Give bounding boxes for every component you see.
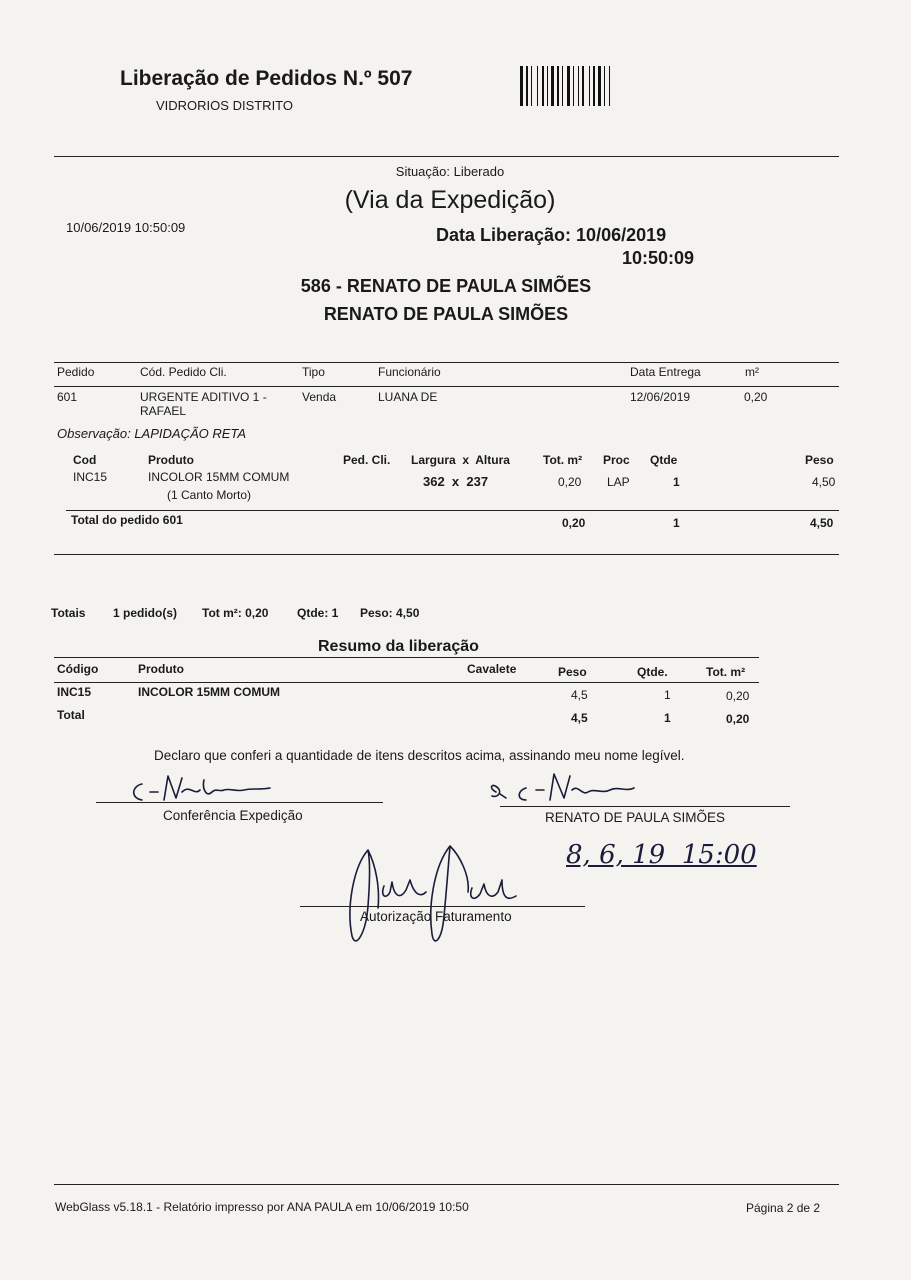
client-signature	[484, 762, 724, 806]
order-table-header-rule	[54, 386, 839, 387]
summary-title: Resumo da liberação	[318, 638, 479, 655]
item-peso: 4,50	[812, 475, 836, 489]
col-cod: Cod	[73, 453, 97, 467]
summary-col-qtde: Qtde.	[637, 665, 668, 679]
barcode	[520, 66, 642, 106]
item-cod: INC15	[73, 470, 108, 484]
totals-pedidos: 1 pedido(s)	[113, 606, 178, 620]
col-tipo: Tipo	[302, 365, 325, 379]
order-funcionario: LUANA DE	[378, 390, 438, 404]
col-data-entrega: Data Entrega	[630, 365, 701, 379]
col-tot-m2: Tot. m²	[543, 453, 583, 467]
conference-signature-line	[96, 802, 383, 803]
client-line: 586 - RENATO DE PAULA SIMÕES	[300, 276, 592, 296]
totals-label: Totais	[51, 606, 86, 620]
conference-label: Conferência Expedição	[163, 808, 303, 823]
order-data-entrega: 12/06/2019	[630, 390, 691, 404]
summary-total-qtde: 1	[664, 711, 671, 725]
status-text: Situação: Liberado	[395, 164, 505, 179]
header-divider	[54, 156, 839, 157]
order-m2: 0,20	[744, 390, 768, 404]
item-proc: LAP	[607, 475, 630, 489]
summary-top-rule	[54, 657, 759, 658]
order-observation: Observação: LAPIDAÇÃO RETA	[57, 426, 247, 441]
col-peso: Peso	[805, 453, 834, 467]
summary-total-row	[0, 708, 911, 726]
copy-type: (Via da Expedição)	[344, 186, 556, 214]
handwritten-date: 8, 6, 19 15:00	[566, 840, 757, 870]
print-datetime: 10/06/2019 10:50:09	[66, 220, 186, 235]
summary-col-cavalete: Cavalete	[467, 662, 517, 676]
items-total-m2: 0,20	[562, 516, 586, 530]
summary-qtde: 1	[664, 688, 671, 702]
release-date: Data Liberação: 10/06/2019	[436, 225, 667, 245]
item-detalhe: (1 Canto Morto)	[167, 488, 252, 502]
summary-codigo: INC15	[57, 685, 92, 699]
order-cod-cli-1: URGENTE ADITIVO 1 -	[140, 390, 267, 404]
summary-col-tot-m2: Tot. m²	[706, 665, 746, 679]
items-total-rule	[66, 510, 839, 511]
items-table-header	[0, 453, 911, 471]
footer-page: Página 2 de 2	[746, 1201, 821, 1215]
release-time: 10:50:09	[622, 248, 695, 268]
col-pedido: Pedido	[57, 365, 95, 379]
summary-total-label: Total	[57, 708, 85, 722]
declaration-text: Declaro que conferi a quantidade de itens descritos acima, assinando meu nome legível.	[154, 748, 685, 763]
summary-col-produto: Produto	[138, 662, 184, 676]
authorization-signature-line	[300, 906, 585, 907]
item-tot-m2: 0,20	[558, 475, 582, 489]
totals-peso: Peso: 4,50	[360, 606, 420, 620]
summary-total-m2: 0,20	[726, 712, 750, 726]
order-row	[0, 390, 911, 420]
items-total-qtde: 1	[673, 516, 680, 530]
col-dims: Largura x Altura	[411, 453, 510, 467]
order-tipo: Venda	[302, 390, 337, 404]
col-m2: m²	[745, 365, 759, 379]
client-signature-label: RENATO DE PAULA SIMÕES	[545, 810, 726, 825]
authorization-label: Autorização Faturamento	[360, 909, 512, 924]
order-cod-cli-2: RAFAEL	[140, 404, 187, 418]
items-total-label: Total do pedido 601	[71, 513, 183, 527]
document-title: Liberação de Pedidos N.º 507	[120, 67, 413, 90]
summary-header-rule	[54, 682, 759, 683]
client-signature-line	[500, 806, 790, 807]
items-total-peso: 4,50	[810, 516, 834, 530]
col-cod-cli: Cód. Pedido Cli.	[140, 365, 227, 379]
summary-header	[0, 662, 911, 680]
summary-tot-m2: 0,20	[726, 689, 750, 703]
authorization-signature	[330, 836, 540, 952]
order-section-bottom-rule	[54, 554, 839, 555]
summary-row	[0, 685, 911, 703]
col-ped-cli: Ped. Cli.	[343, 453, 391, 467]
items-total-row	[0, 513, 911, 531]
item-dims: 362 x 237	[423, 474, 489, 489]
order-table-header	[0, 365, 911, 383]
totals-line	[0, 606, 911, 624]
summary-peso: 4,5	[571, 688, 588, 702]
order-pedido: 601	[57, 390, 78, 404]
summary-produto: INCOLOR 15MM COMUM	[138, 685, 280, 699]
item-row	[0, 470, 911, 504]
footer-printed-by: WebGlass v5.18.1 - Relatório impresso por ANA PAULA em 10/06/2019 10:50	[55, 1200, 469, 1214]
col-funcionario: Funcionário	[378, 365, 441, 379]
order-table-top-rule	[54, 362, 839, 363]
summary-total-peso: 4,5	[571, 711, 588, 725]
conference-signature	[120, 762, 300, 806]
totals-m2: Tot m²: 0,20	[202, 606, 269, 620]
col-qtde: Qtde	[650, 453, 678, 467]
company-name: VIDRORIOS DISTRITO	[156, 98, 293, 113]
item-produto: INCOLOR 15MM COMUM	[148, 470, 290, 484]
summary-col-codigo: Código	[57, 662, 99, 676]
totals-qtde: Qtde: 1	[297, 606, 339, 620]
summary-col-peso: Peso	[558, 665, 587, 679]
client-name: RENATO DE PAULA SIMÕES	[323, 304, 569, 324]
col-proc: Proc	[603, 453, 630, 467]
col-produto: Produto	[148, 453, 194, 467]
footer-rule	[54, 1184, 839, 1185]
item-qtde: 1	[673, 475, 680, 489]
